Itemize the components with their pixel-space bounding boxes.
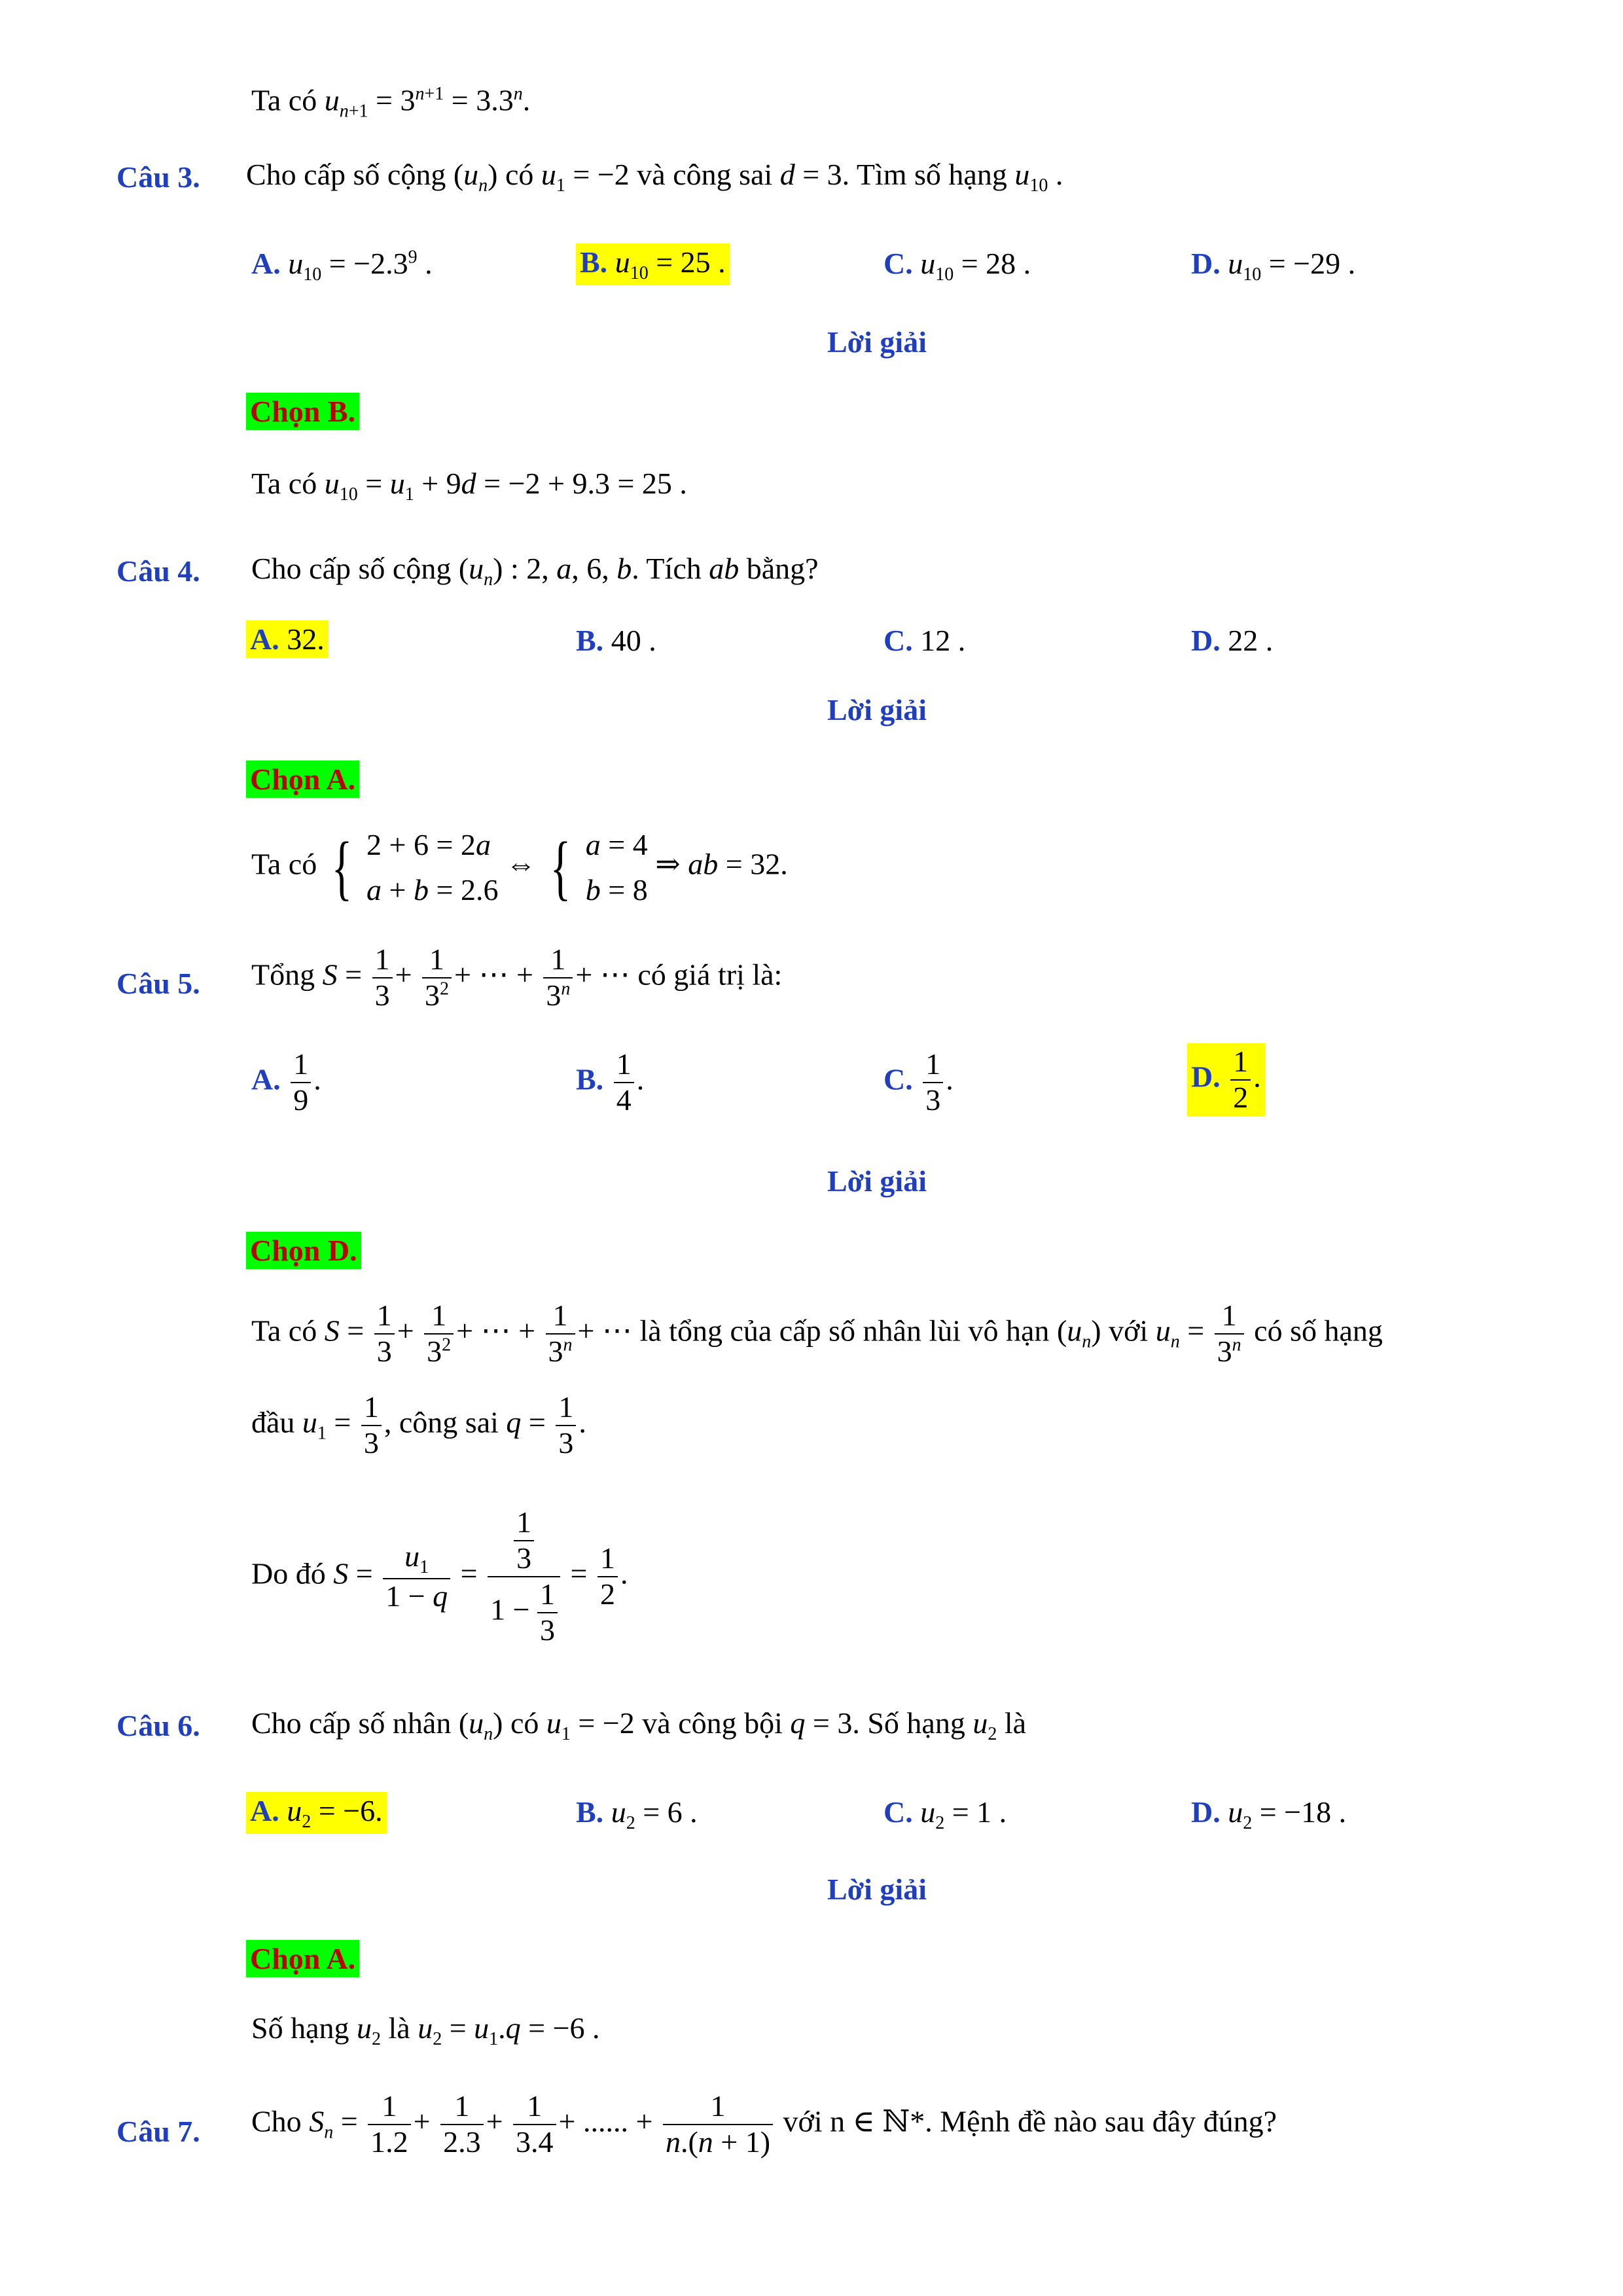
question-4-option-c[interactable]: C. 12 .	[883, 624, 966, 657]
text: có số hạng	[1254, 1314, 1383, 1348]
option-key: C.	[883, 1062, 913, 1096]
question-3-stem: Cho cấp số cộng $(u_n)$ có $u_1 = -2$ và công sai d = 3. Tìm số hạng $u_{10}$ .	[246, 158, 1063, 196]
question-6-solution-heading: Lời giải	[827, 1873, 927, 1906]
text: Cho	[251, 2104, 302, 2138]
question-3-option-d[interactable]: D. $u_{10} = -29$ .	[1191, 247, 1356, 285]
question-5-stem: Tổng S = $\frac{1}{3}$ + $\frac{1}{3^2}$ + ⋯ + $\frac{1}{3^n}$ + ⋯ có giá trị là:	[251, 942, 783, 1012]
denominator: 9	[293, 1083, 309, 1117]
question-3-option-c[interactable]: C. $u_{10} = 28$ .	[883, 247, 1031, 285]
question-4-option-a[interactable]: A. 32.	[246, 620, 329, 658]
question-5-label: Câu 5.	[116, 967, 200, 1000]
text: với	[1109, 1314, 1149, 1348]
denominator: 4	[616, 1083, 632, 1117]
question-6-work: Số hạng $u_2$ là $u_2 = u_1.q = -6$ .	[251, 2011, 600, 2050]
numerator: 1	[923, 1047, 943, 1083]
question-3-label: Câu 3.	[116, 160, 200, 194]
text: với n ∈ ℕ*. Mệnh đề nào sau đây đúng?	[783, 2104, 1277, 2138]
system-2: a = 4 b = 8	[585, 828, 648, 906]
denominator: 2	[1233, 1080, 1249, 1114]
question-5-option-a[interactable]: A. $\frac{1}{9}$ .	[251, 1047, 321, 1117]
stem-suffix: có giá trị là:	[637, 958, 783, 992]
question-4-label: Câu 4.	[116, 554, 200, 588]
question-3-solution-heading: Lời giải	[827, 325, 927, 359]
question-4-solution-heading: Lời giải	[827, 693, 927, 726]
question-4-stem: Cho cấp số cộng $(u_n)$ : 2, a, 6, b. Tích ab bằng?	[251, 552, 819, 590]
question-5-work-line-1: Ta có S = $\frac{1}{3}$ + $\frac{1}{3^2}$ + ⋯ + $\frac{1}{3^n}$ + ⋯ là tổng của cấp số nhân lùi vô hạn $(u_n)$ với $u_n$ = $\frac{1}{3^n}$ có số hạng	[251, 1299, 1383, 1368]
question-5-work-line-2: đầu $u_1$ = $\frac{1}{3}$ , công sai q = $\frac{1}{3}$ .	[251, 1390, 586, 1460]
numerator: 1	[614, 1047, 634, 1083]
numerator: 1	[1230, 1045, 1251, 1081]
text: Do đó	[251, 1556, 326, 1590]
system-1: 2 + 6 = 2a a + b = 2.6	[366, 828, 499, 906]
question-7-stem: Cho $S_n$ = $\frac{1}{1.2}$ + $\frac{1}{2.3}$ + $\frac{1}{3.4}$ + ...... + $\frac{1}{n.(n + 1)}$ với n ∈ ℕ*. Mệnh đề nào sau đây đúng?	[251, 2089, 1277, 2159]
option-key: D.	[1191, 1060, 1221, 1094]
question-6-chosen-answer: Chọn A.	[246, 1940, 359, 1977]
question-3-work: Ta có $u_{10} = u_1 + 9d = -2 + 9.3 = 25$ .	[251, 467, 687, 505]
question-4-chosen-answer: Chọn A.	[246, 761, 359, 798]
question-5-chosen-answer: Chọn D.	[246, 1232, 361, 1269]
text: là tổng của cấp số nhân lùi vô hạn	[639, 1314, 1050, 1348]
question-5-option-d[interactable]: D. $\frac{1}{2}$ .	[1187, 1043, 1265, 1117]
question-6-option-b[interactable]: B. $u_2 = 6$ .	[576, 1795, 698, 1834]
question-6-option-a[interactable]: A. $u_2 = -6$.	[246, 1792, 387, 1834]
question-4-work: Ta có { 2 + 6 = 2a a + b = 2.6 ⇔ { a = 4 b = 8 ⇒ ab = 32.	[251, 822, 788, 912]
question-5-work-line-3: Do đó S = $\frac{u_1}{1 - q}$ = $\frac{1}{3}$ 1 − $\frac{1}{3}$ = $\frac{1}{2}$ .	[251, 1505, 628, 1647]
question-3-option-b[interactable]: B. $u_{10} = 25$ .	[576, 243, 730, 285]
question-6-option-d[interactable]: D. $u_2 = -18$ .	[1191, 1795, 1347, 1834]
question-5-option-b[interactable]: B. $\frac{1}{4}$ .	[576, 1047, 645, 1117]
question-4-option-d[interactable]: D. 22 .	[1191, 624, 1274, 657]
question-3-option-a[interactable]: A. $u_{10} = -2.3^9$ .	[251, 247, 433, 285]
question-5-option-c[interactable]: C. $\frac{1}{3}$ .	[883, 1047, 954, 1117]
text: Ta có	[251, 1314, 317, 1348]
question-6-label: Câu 6.	[116, 1709, 200, 1742]
question-7-label: Câu 7.	[116, 2115, 200, 2148]
question-5-solution-heading: Lời giải	[827, 1164, 927, 1198]
question-3-chosen-answer: Chọn B.	[246, 393, 359, 430]
question-4-option-b[interactable]: B. 40 .	[576, 624, 656, 657]
left-brace: {	[331, 827, 352, 907]
text: đầu	[251, 1405, 295, 1439]
denominator: 3	[925, 1083, 941, 1117]
question-6-option-c[interactable]: C. $u_2 = 1$ .	[883, 1795, 1007, 1834]
numerator: 1	[291, 1047, 311, 1083]
work-prefix: Ta có	[251, 847, 317, 881]
left-brace-2: {	[550, 827, 571, 907]
text: , công sai	[383, 1405, 499, 1439]
question-6-stem: Cho cấp số nhân $(u_n)$ có $u_1 = -2$ và công bội q = 3. Số hạng $u_2$ là	[251, 1706, 1027, 1745]
option-key: A.	[251, 1062, 281, 1096]
intro-line: Ta có $u_{n+1} = 3^{n+1} = 3.3^n$.	[251, 83, 531, 122]
option-key: B.	[576, 1062, 604, 1096]
